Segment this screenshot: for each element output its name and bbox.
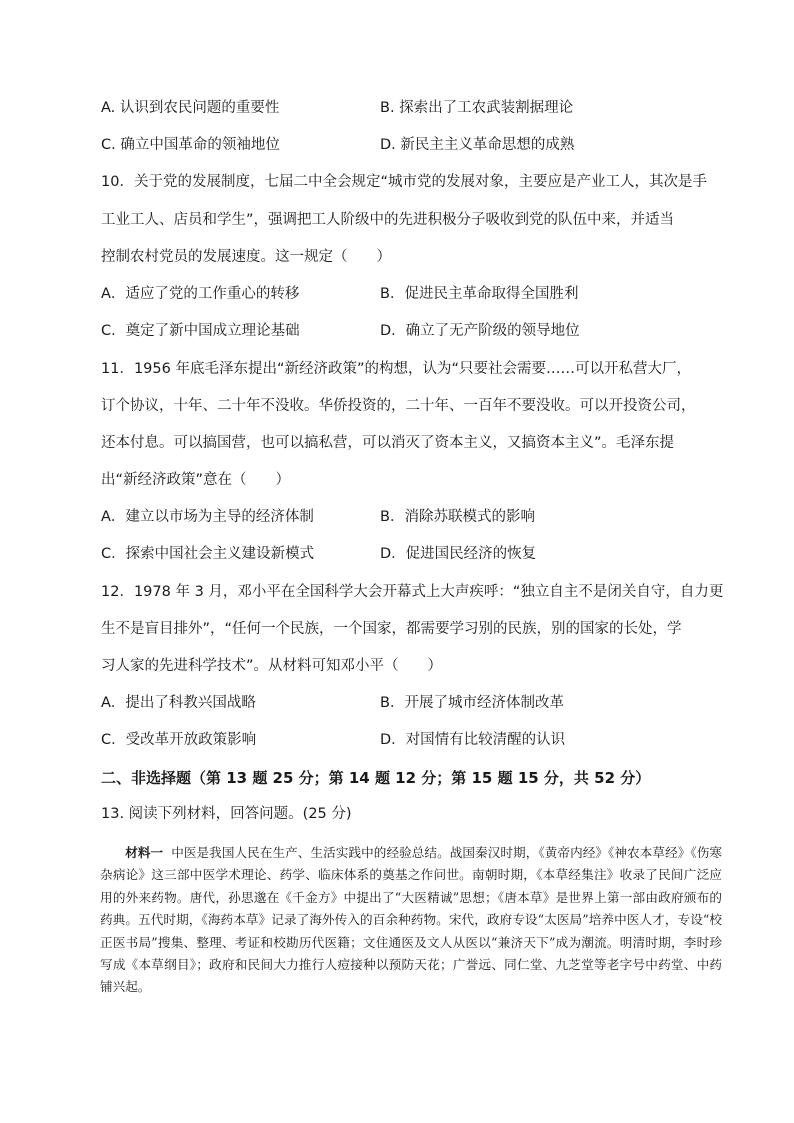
q11-stem-line-4: 出“新经济政策”意在（ ） bbox=[101, 472, 291, 488]
q12-option-a: A．提出了科教兴国战略 bbox=[101, 695, 256, 711]
q10-option-d: D．确立了无产阶级的领导地位 bbox=[380, 323, 580, 339]
q12-stem-line-1: 12．1978 年 3 月，邓小平在全国科学大会开幕式上大声疾呼：“独立自主不是闭关自守，自力更 bbox=[101, 584, 724, 600]
material-text: 中医是我国人民在生产、生活实践中的经验总结。战国秦汉时期，《黄帝内经》《神农本草经》《伤寒杂病论》这三部中医学术理论、药学、临床体系的奠基之作问世。南朝时期，《本草经集注》收录了民间广泛应用的外来药物。唐代，孙思邈在《千金方》中提出了“大医精诚”思想；《唐本草》是世界上第一部由政府颁布的药典。五代时期，《海药本草》记录了海外传入的百余种药物。宋代，政府专设“太医局”培养中医人才，专设“校正医书局”搜集、整理、考证和校勘历代医籍；文住通医及文人从医以“兼济天下”成为潮流。明清时期，李时珍写成《本草纲目》；政府和民间大力推行人痘接种以预防天花；广誉远、同仁堂、九芝堂等老字号中药堂、中药铺兴起。 bbox=[100, 845, 723, 995]
q10-stem-line-1: 10．关于党的发展制度，七届二中全会规定“城市党的发展对象，主要应是产业工人，其次是手 bbox=[101, 174, 707, 190]
q12-stem-line-2: 生不是盲目排外”，“任何一个民族，一个国家，都需要学习别的民族，别的国家的长处，学 bbox=[101, 621, 682, 637]
q9-option-c: C. 确立中国革命的领袖地位 bbox=[101, 137, 280, 153]
q11-option-a: A．建立以市场为主导的经济体制 bbox=[101, 509, 314, 525]
q9-option-d: D. 新民主主义革命思想的成熟 bbox=[380, 137, 575, 153]
q11-option-d: D．促进国民经济的恢复 bbox=[380, 546, 537, 562]
q11-stem-line-3: 还本付息。可以搞国营，也可以搞私营，可以消灭了资本主义，又搞资本主义”。毛泽东提 bbox=[101, 435, 675, 451]
q12-option-c: C．受改革开放政策影响 bbox=[101, 732, 257, 748]
q10-option-a: A．适应了党的工作重心的转移 bbox=[101, 286, 300, 302]
q12-stem-line-3: 习人家的先进科学技术”。从材料可知邓小平（ ） bbox=[101, 658, 443, 674]
q10-stem-line-2: 工业工人、店员和学生”，强调把工人阶级中的先进积极分子吸收到党的队伍中来，并适当 bbox=[101, 212, 675, 228]
q13-stem: 13. 阅读下列材料，回答问题。(25 分) bbox=[101, 806, 352, 822]
q11-option-c: C．探索中国社会主义建设新模式 bbox=[101, 546, 315, 562]
q12-option-d: D．对国情有比较清醒的认识 bbox=[380, 732, 566, 748]
q10-option-b: B．促进民主革命取得全国胜利 bbox=[380, 286, 579, 302]
q11-option-b: B．消除苏联模式的影响 bbox=[380, 509, 535, 525]
q11-stem-line-1: 11．1956 年底毛泽东提出“新经济政策”的构想，认为“只要社会需要……可以开私营大厂， bbox=[101, 361, 691, 377]
q9-option-a: A. 认识到农民问题的重要性 bbox=[101, 100, 280, 116]
q10-stem-line-3: 控制农村党员的发展速度。这一规定（ ） bbox=[101, 249, 391, 265]
material-label: 材料一 bbox=[125, 845, 164, 860]
q12-option-b: B．开展了城市经济体制改革 bbox=[380, 695, 564, 711]
q10-option-c: C．奠定了新中国成立理论基础 bbox=[101, 323, 300, 339]
section-2-heading: 二、非选择题（第 13 题 25 分；第 14 题 12 分；第 15 题 15 分，共 52 分） bbox=[101, 769, 651, 787]
q9-option-b: B. 探索出了工农武装割据理论 bbox=[380, 100, 574, 116]
q13-material-1 bbox=[100, 842, 722, 999]
q11-stem-line-2: 订个协议，十年、二十年不没收。华侨投资的，二十年、一百年不要没收。可以开投资公司， bbox=[101, 398, 696, 414]
